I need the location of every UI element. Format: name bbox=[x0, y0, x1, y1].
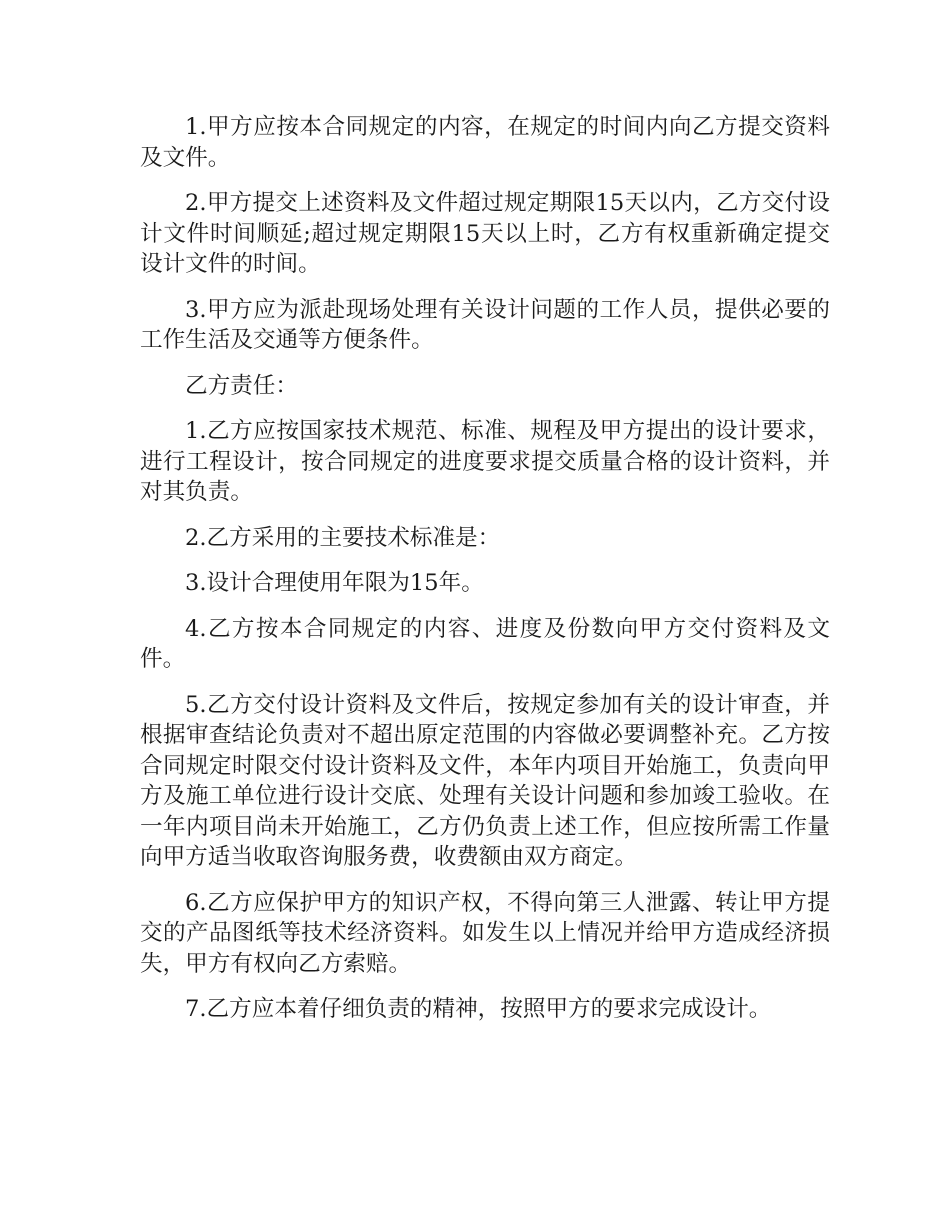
paragraph-party-b-2: 2.乙方采用的主要技术标准是： bbox=[185, 524, 501, 551]
paragraph-party-a-2: 2.甲方提交上述资料及文件超过规定期限15天以内，乙方交付设计文件时间顺延;超过规定期限15天以上时，乙方有权重新确定提交设计文件的时间。 bbox=[140, 190, 830, 277]
section-heading-party-b: 乙方责任： bbox=[185, 372, 298, 399]
paragraph-party-a-3: 3.甲方应为派赴现场处理有关设计问题的工作人员，提供必要的工作生活及交通等方便条件。 bbox=[140, 296, 830, 353]
paragraph-party-b-3: 3.设计合理使用年限为15年。 bbox=[185, 570, 484, 596]
paragraph-party-b-1: 1.乙方应按国家技术规范、标准、规程及甲方提出的设计要求，进行工程设计，按合同规定的进度要求提交质量合格的设计资料，并对其负责。 bbox=[140, 418, 830, 505]
document-body bbox=[140, 112, 830, 1040]
paragraph-party-b-5: 5.乙方交付设计资料及文件后，按规定参加有关的设计审查，并根据审查结论负责对不超出原定范围的内容做必要调整补充。乙方按合同规定时限交付设计资料及文件，本年内项目开始施工，负责向甲方及施工单位进行设计交底、处理有关设计问题和参加竣工验收。在一年内项目尚未开始施工，乙方仍负责上述工作，但应按所需工作量向甲方适当收取咨询服务费，收费额由双方商定。 bbox=[140, 691, 830, 870]
paragraph-party-b-7: 7.乙方应本着仔细负责的精神，按照甲方的要求完成设计。 bbox=[185, 996, 772, 1022]
paragraph-party-b-4: 4.乙方按本合同规定的内容、进度及份数向甲方交付资料及文件。 bbox=[140, 615, 830, 672]
paragraph-party-b-6: 6.乙方应保护甲方的知识产权，不得向第三人泄露、转让甲方提交的产品图纸等技术经济资料。如发生以上情况并给甲方造成经济损失，甲方有权向乙方索赔。 bbox=[140, 889, 830, 977]
paragraph-party-a-1: 1.甲方应按本合同规定的内容，在规定的时间内向乙方提交资料及文件。 bbox=[140, 114, 830, 171]
